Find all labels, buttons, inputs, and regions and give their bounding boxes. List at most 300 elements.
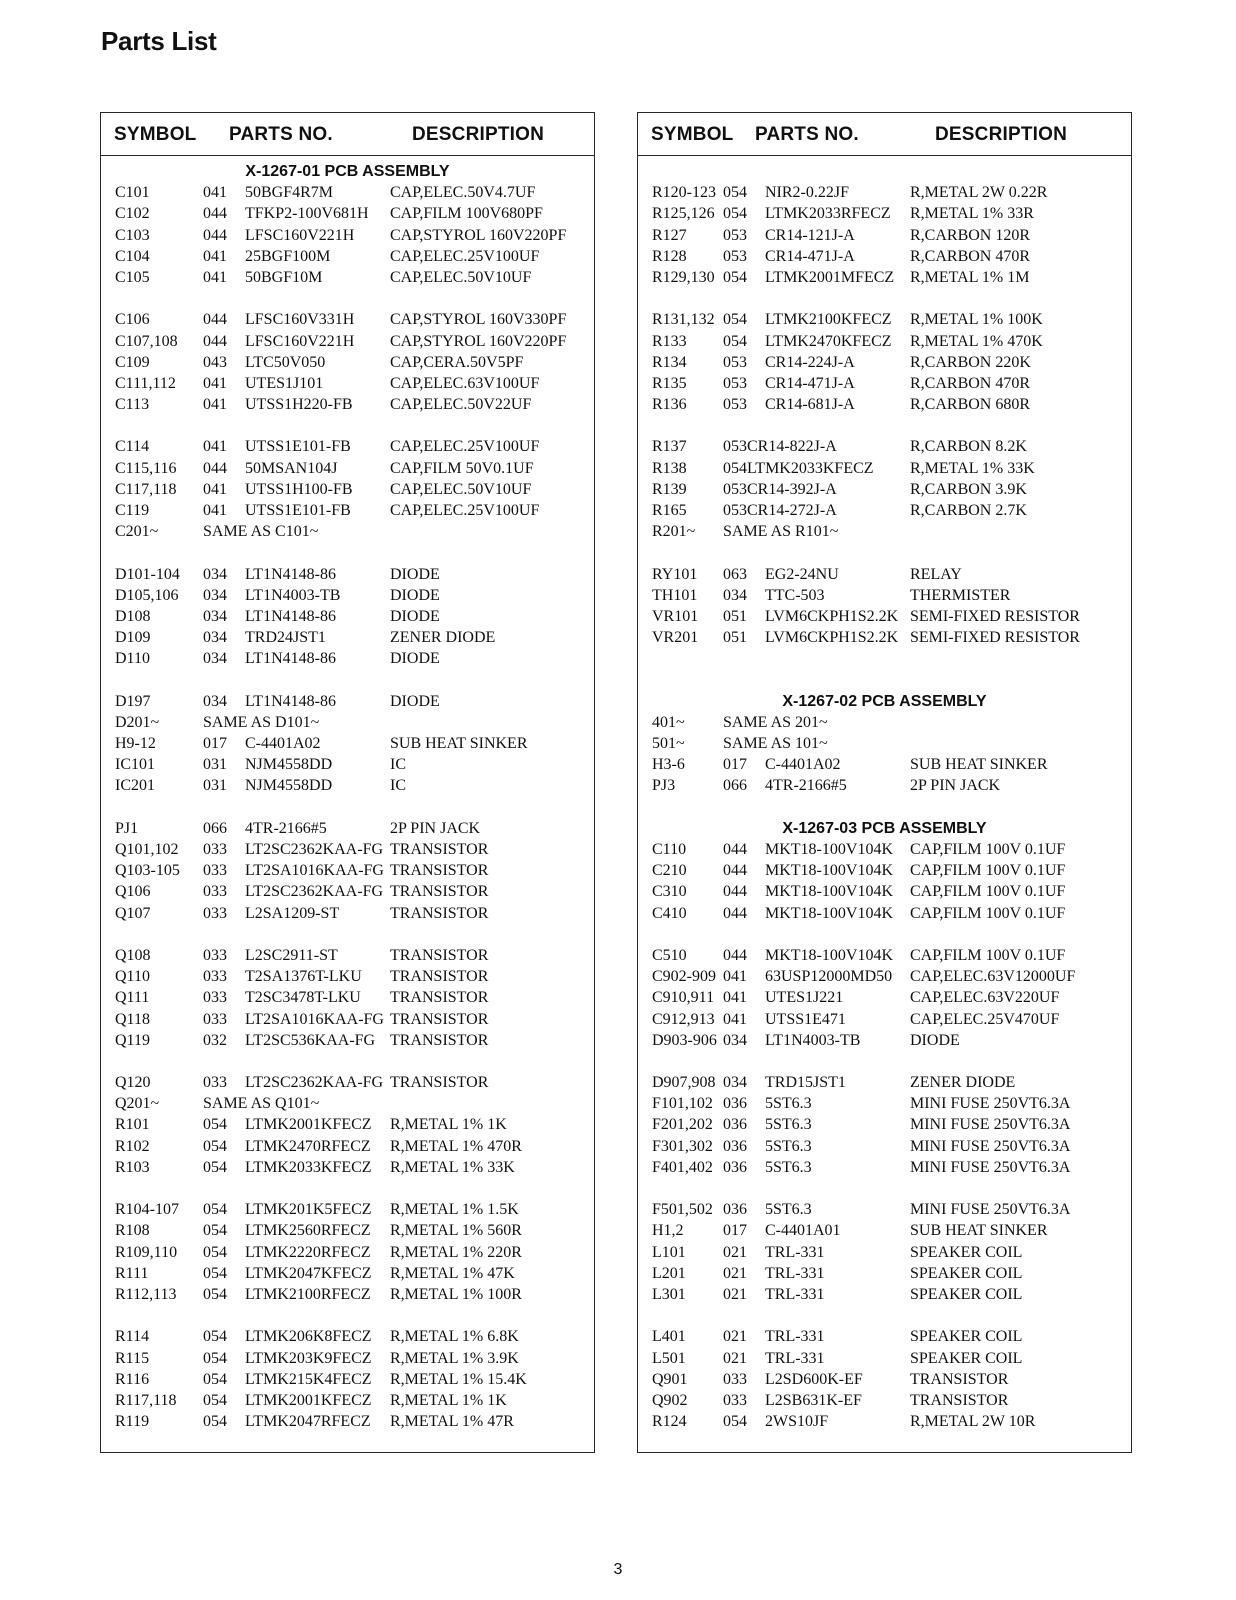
code-cell: 034 xyxy=(203,607,227,625)
table-row xyxy=(638,1369,1131,1390)
code-cell: 053 xyxy=(723,247,747,265)
parts-no-cell: L2SB631K-EF xyxy=(765,1391,862,1409)
table-row xyxy=(638,458,1131,479)
symbol-cell: R133 xyxy=(652,332,687,350)
symbol-cell: C106 xyxy=(115,311,150,329)
symbol-cell: C310 xyxy=(652,883,687,901)
description-cell: SUB HEAT SINKER xyxy=(910,1222,1048,1240)
table-row xyxy=(101,966,594,987)
parts-no-cell: 5ST6.3 xyxy=(765,1095,812,1113)
symbol-cell: Q901 xyxy=(652,1370,688,1388)
parts-no-cell: CR14-121J-A xyxy=(765,226,855,244)
code-cell: 041 xyxy=(203,247,227,265)
row-spacer xyxy=(638,415,1131,436)
parts-no-cell: UTSS1E101-FB xyxy=(245,502,351,519)
table-row xyxy=(101,1326,594,1347)
parts-rows-left xyxy=(101,156,594,1432)
symbol-cell: R124 xyxy=(652,1413,687,1431)
description-cell: THERMISTER xyxy=(910,586,1011,604)
table-row xyxy=(101,267,594,288)
parts-no-cell: SAME AS 101~ xyxy=(723,735,828,753)
table-row xyxy=(101,1136,594,1157)
symbol-cell: C410 xyxy=(652,904,687,922)
symbol-cell: 401~ xyxy=(652,713,685,731)
code-cell: 041 xyxy=(203,396,227,414)
code-cell: 054 xyxy=(203,1349,227,1367)
symbol-cell: C104 xyxy=(115,247,150,265)
description-cell: IC xyxy=(390,756,406,774)
parts-no-cell: CR14-471J-A xyxy=(765,247,855,265)
description-cell: CAP,ELEC.63V100UF xyxy=(390,374,540,392)
parts-no-cell: NIR2-0.22JF xyxy=(765,184,850,202)
parts-no-cell: 50BGF10M xyxy=(245,268,323,286)
parts-no-cell: LT1N4003-TB xyxy=(765,1031,861,1049)
description-cell: CAP,FILM 100V 0.1UF xyxy=(910,904,1066,922)
parts-no-cell: LTMK2001KFECZ xyxy=(245,1116,372,1134)
description-cell: RELAY xyxy=(910,565,962,583)
parts-no-cell: UTES1J221 xyxy=(765,989,844,1007)
symbol-cell: R102 xyxy=(115,1137,150,1155)
row-spacer xyxy=(638,648,1131,669)
description-cell: TRANSISTOR xyxy=(390,1010,489,1028)
code-cell: 044 xyxy=(723,883,747,901)
table-row xyxy=(638,1030,1131,1051)
description-cell: TRANSISTOR xyxy=(390,904,489,922)
parts-no-cell: LFSC160V331H xyxy=(245,311,355,329)
parts-no-cell: MKT18-100V104K xyxy=(765,883,893,901)
table-row xyxy=(638,267,1131,288)
description-cell: R,CARBON 120R xyxy=(910,226,1031,244)
row-spacer xyxy=(638,288,1131,309)
table-row xyxy=(101,1220,594,1241)
code-cell: 034 xyxy=(203,629,227,647)
symbol-cell: C201~ xyxy=(115,523,159,541)
description-cell: SUB HEAT SINKER xyxy=(910,756,1048,774)
code-cell: 054 xyxy=(723,184,747,202)
symbol-cell: C119 xyxy=(115,502,150,519)
code-cell: 044 xyxy=(723,904,747,922)
description-cell: R,METAL 2W 10R xyxy=(910,1413,1036,1431)
code-cell: 054 xyxy=(203,1370,227,1388)
symbol-cell: R108 xyxy=(115,1222,150,1240)
code-cell: 021 xyxy=(723,1349,747,1367)
symbol-cell: C101 xyxy=(115,184,150,202)
symbol-cell: PJ1 xyxy=(115,819,139,837)
table-row xyxy=(101,1093,594,1114)
description-cell: DIODE xyxy=(390,692,440,710)
table-row xyxy=(638,1072,1131,1093)
table-row xyxy=(638,500,1131,521)
code-cell: 044 xyxy=(203,205,227,223)
table-row xyxy=(638,1390,1131,1411)
description-cell: CAP,STYROL 160V220PF xyxy=(390,332,567,350)
parts-no-cell: MKT18-100V104K xyxy=(765,841,893,858)
code-cell: 041 xyxy=(203,268,227,286)
symbol-cell: R128 xyxy=(652,247,687,265)
section-title: X-1267-03 PCB ASSEMBLY xyxy=(782,819,987,837)
table-row xyxy=(638,1093,1131,1114)
symbol-cell: R165 xyxy=(652,502,687,519)
symbol-cell: RY101 xyxy=(652,565,698,583)
code-cell: 033 xyxy=(203,883,227,901)
parts-no-cell: LFSC160V221H xyxy=(245,226,355,244)
symbol-cell: R109,110 xyxy=(115,1243,178,1261)
description-cell: ZENER DIODE xyxy=(910,1074,1016,1092)
column-header-symbol: SYMBOL xyxy=(651,124,734,145)
code-cell: 051 xyxy=(723,629,747,647)
symbol-cell: L501 xyxy=(652,1349,686,1367)
description-cell: CAP,ELEC.50V22UF xyxy=(390,396,532,414)
table-row xyxy=(638,733,1131,754)
table-row xyxy=(101,1348,594,1369)
symbol-cell: F501,502 xyxy=(652,1201,713,1219)
parts-no-cell: LT2SC2362KAA-FG xyxy=(245,883,384,901)
description-cell: CAP,ELEC.25V100UF xyxy=(390,438,540,456)
column-header-description: DESCRIPTION xyxy=(412,124,545,145)
code-cell: 033 xyxy=(203,1010,227,1028)
code-cell: 034 xyxy=(203,586,227,604)
table-row xyxy=(101,987,594,1008)
symbol-cell: Q103-105 xyxy=(115,862,180,880)
parts-no-cell: TFKP2-100V681H xyxy=(245,205,369,223)
row-spacer xyxy=(638,1051,1131,1072)
description-cell: R,CARBON 220K xyxy=(910,353,1031,371)
table-row xyxy=(638,1348,1131,1369)
parts-no-cell: LT2SC536KAA-FG xyxy=(245,1031,376,1049)
row-spacer xyxy=(638,1178,1131,1199)
description-cell: R,METAL 1% 100K xyxy=(910,311,1043,329)
symbol-cell: D108 xyxy=(115,607,151,625)
symbol-cell: R138 xyxy=(652,459,687,477)
code-cell: 033 xyxy=(203,862,227,880)
description-cell: R,METAL 1% 100R xyxy=(390,1285,522,1303)
description-cell: R,METAL 1% 1.5K xyxy=(390,1201,519,1219)
parts-no-cell: SAME AS 201~ xyxy=(723,713,828,731)
description-cell: ZENER DIODE xyxy=(390,629,496,647)
code-cell: 053 xyxy=(723,396,747,414)
symbol-cell: F101,102 xyxy=(652,1095,713,1113)
code-cell: 054 xyxy=(723,1413,747,1431)
symbol-cell: Q119 xyxy=(115,1031,150,1049)
symbol-cell: R125,126 xyxy=(652,205,715,223)
code-cell: 063 xyxy=(723,565,747,583)
description-cell: MINI FUSE 250VT6.3A xyxy=(910,1158,1071,1176)
symbol-cell: D907,908 xyxy=(652,1074,716,1092)
description-cell: CAP,ELEC.63V220UF xyxy=(910,989,1060,1007)
description-cell: CAP,STYROL 160V220PF xyxy=(390,226,567,244)
code-cell: 033 xyxy=(723,1391,747,1409)
symbol-cell: R112,113 xyxy=(115,1285,177,1303)
code-cell: 032 xyxy=(203,1031,227,1049)
description-cell: R,METAL 1% 6.8K xyxy=(390,1328,519,1346)
parts-no-cell: EG2-24NU xyxy=(765,565,839,583)
parts-no-cell: UTSS1E471 xyxy=(765,1010,846,1028)
code-cell: 054 xyxy=(723,332,747,350)
description-cell: TRANSISTOR xyxy=(390,1031,489,1049)
code-cell: 021 xyxy=(723,1243,747,1261)
description-cell: DIODE xyxy=(910,1031,960,1049)
symbol-cell: R111 xyxy=(115,1264,149,1282)
parts-no-cell: LT2SC2362KAA-FG xyxy=(245,1074,384,1092)
symbol-cell: VR201 xyxy=(652,629,699,647)
description-cell: 2P PIN JACK xyxy=(910,777,1001,795)
description-cell: CAP,FILM 100V680PF xyxy=(390,205,543,223)
description-cell: SPEAKER COIL xyxy=(910,1264,1023,1282)
code-cell: 033 xyxy=(203,968,227,986)
table-row xyxy=(638,352,1131,373)
description-cell: R,CARBON 8.2K xyxy=(910,438,1027,456)
table-row xyxy=(101,500,594,521)
code-cell: 041 xyxy=(723,968,747,986)
row-spacer xyxy=(101,1051,594,1072)
parts-no-cell: T2SC3478T-LKU xyxy=(245,989,361,1007)
description-cell: CAP,FILM 50V0.1UF xyxy=(390,459,534,477)
code-cell: 044 xyxy=(203,459,227,477)
description-cell: R,METAL 1% 1K xyxy=(390,1116,507,1134)
parts-no-cell: LTMK2033RFECZ xyxy=(765,205,891,223)
symbol-cell: C510 xyxy=(652,946,687,964)
parts-no-cell: 054LTMK2033KFECZ xyxy=(723,459,874,477)
table-row xyxy=(638,627,1131,648)
code-cell: 041 xyxy=(203,480,227,498)
symbol-cell: R129,130 xyxy=(652,268,715,286)
code-cell: 041 xyxy=(203,502,227,519)
table-row xyxy=(638,246,1131,267)
row-spacer xyxy=(101,924,594,945)
description-cell: TRANSISTOR xyxy=(390,883,489,901)
description-cell: TRANSISTOR xyxy=(390,841,489,858)
description-cell: SPEAKER COIL xyxy=(910,1328,1023,1346)
section-heading xyxy=(638,818,1131,839)
page-number: 3 xyxy=(613,1561,623,1578)
table-row xyxy=(638,712,1131,733)
parts-no-cell: TRD15JST1 xyxy=(765,1074,846,1092)
description-cell: SEMI-FIXED RESISTOR xyxy=(910,607,1080,625)
table-row xyxy=(638,860,1131,881)
symbol-cell: C115,116 xyxy=(115,459,177,477)
description-cell: CAP,ELEC.25V100UF xyxy=(390,502,540,519)
table-row xyxy=(638,1411,1131,1432)
table-row xyxy=(101,331,594,352)
symbol-cell: C210 xyxy=(652,862,687,880)
parts-no-cell: LTMK2470RFECZ xyxy=(245,1137,371,1155)
table-row xyxy=(101,1263,594,1284)
parts-no-cell: SAME AS R101~ xyxy=(723,523,839,541)
symbol-cell: C912,913 xyxy=(652,1010,715,1028)
code-cell: 034 xyxy=(203,565,227,583)
symbol-cell: D105,106 xyxy=(115,586,179,604)
table-row xyxy=(638,1157,1131,1178)
parts-no-cell: LT1N4148-86 xyxy=(245,565,336,583)
code-cell: 033 xyxy=(203,946,227,964)
parts-no-cell: UTES1J101 xyxy=(245,374,324,392)
symbol-cell: Q106 xyxy=(115,883,151,901)
description-cell: R,METAL 1% 33K xyxy=(390,1158,515,1176)
description-cell: R,CARBON 680R xyxy=(910,396,1031,414)
description-cell: R,CARBON 2.7K xyxy=(910,502,1027,519)
description-cell: CAP,CERA.50V5PF xyxy=(390,353,524,371)
table-row xyxy=(101,1390,594,1411)
parts-no-cell: TRL-331 xyxy=(765,1328,825,1346)
code-cell: 034 xyxy=(203,692,227,710)
parts-no-cell: LTMK2470KFECZ xyxy=(765,332,892,350)
parts-no-cell: CR14-224J-A xyxy=(765,353,855,371)
parts-no-cell: TRL-331 xyxy=(765,1243,825,1261)
column-header-symbol: SYMBOL xyxy=(114,124,197,145)
description-cell: CAP,FILM 100V 0.1UF xyxy=(910,841,1066,858)
parts-no-cell: TRL-331 xyxy=(765,1285,825,1303)
code-cell: 044 xyxy=(203,332,227,350)
code-cell: 041 xyxy=(203,438,227,456)
parts-no-cell: 25BGF100M xyxy=(245,247,331,265)
symbol-cell: F301,302 xyxy=(652,1137,713,1155)
code-cell: 036 xyxy=(723,1158,747,1176)
column-header-description: DESCRIPTION xyxy=(935,124,1068,145)
symbol-cell: R117,118 xyxy=(115,1391,177,1409)
parts-no-cell: C-4401A02 xyxy=(765,756,841,774)
symbol-cell: L401 xyxy=(652,1328,686,1346)
parts-no-cell: C-4401A02 xyxy=(245,735,321,753)
row-spacer xyxy=(101,1305,594,1326)
table-row xyxy=(101,860,594,881)
table-row xyxy=(101,1411,594,1432)
parts-table-right xyxy=(637,112,1132,1453)
table-row xyxy=(638,1199,1131,1220)
symbol-cell: R116 xyxy=(115,1370,150,1388)
code-cell: 054 xyxy=(203,1285,227,1303)
description-cell: R,METAL 1% 47R xyxy=(390,1413,514,1431)
symbol-cell: D903-906 xyxy=(652,1031,717,1049)
table-row xyxy=(101,839,594,860)
parts-no-cell: UTSS1H220-FB xyxy=(245,396,353,414)
row-spacer xyxy=(101,1178,594,1199)
parts-no-cell: LT1N4148-86 xyxy=(245,650,336,668)
description-cell: R,CARBON 3.9K xyxy=(910,480,1027,498)
parts-no-cell: SAME AS Q101~ xyxy=(203,1095,320,1113)
row-spacer xyxy=(101,670,594,691)
table-row xyxy=(638,903,1131,924)
code-cell: 054 xyxy=(723,268,747,286)
row-spacer xyxy=(638,1305,1131,1326)
symbol-cell: C110 xyxy=(652,841,687,858)
parts-no-cell: T2SA1376T-LKU xyxy=(245,968,362,986)
description-cell: CAP,FILM 100V 0.1UF xyxy=(910,862,1066,880)
parts-no-cell: TRL-331 xyxy=(765,1349,825,1367)
symbol-cell: IC201 xyxy=(115,777,155,795)
parts-no-cell: LT1N4148-86 xyxy=(245,607,336,625)
symbol-cell: R115 xyxy=(115,1349,150,1367)
code-cell: 054 xyxy=(203,1158,227,1176)
table-row xyxy=(101,246,594,267)
symbol-cell: C105 xyxy=(115,268,150,286)
table-row xyxy=(638,373,1131,394)
code-cell: 031 xyxy=(203,777,227,795)
code-cell: 066 xyxy=(203,819,227,837)
parts-no-cell: TTC-503 xyxy=(765,586,825,604)
description-cell: TRANSISTOR xyxy=(390,862,489,880)
description-cell: MINI FUSE 250VT6.3A xyxy=(910,1116,1071,1134)
table-row xyxy=(638,1242,1131,1263)
code-cell: 053 xyxy=(723,353,747,371)
description-cell: TRANSISTOR xyxy=(390,1074,489,1092)
description-cell: R,METAL 1% 1K xyxy=(390,1391,507,1409)
code-cell: 054 xyxy=(203,1264,227,1282)
code-cell: 044 xyxy=(203,311,227,329)
parts-no-cell: 2WS10JF xyxy=(765,1413,829,1431)
description-cell: R,METAL 1% 33R xyxy=(910,205,1034,223)
symbol-cell: D101-104 xyxy=(115,565,180,583)
symbol-cell: L201 xyxy=(652,1264,686,1282)
description-cell: R,METAL 1% 3.9K xyxy=(390,1349,519,1367)
table-row xyxy=(101,1072,594,1093)
table-row xyxy=(101,818,594,839)
parts-no-cell: 50BGF4R7M xyxy=(245,184,334,202)
symbol-cell: C117,118 xyxy=(115,480,177,498)
table-row xyxy=(101,352,594,373)
symbol-cell: C114 xyxy=(115,438,150,456)
parts-no-cell: LTMK2100RFECZ xyxy=(245,1285,371,1303)
parts-no-cell: LTMK2560RFECZ xyxy=(245,1222,371,1240)
parts-no-cell: SAME AS D101~ xyxy=(203,713,320,731)
table-row xyxy=(638,881,1131,902)
code-cell: 041 xyxy=(723,1010,747,1028)
symbol-cell: C902-909 xyxy=(652,968,716,986)
description-cell: 2P PIN JACK xyxy=(390,819,481,837)
table-row xyxy=(638,331,1131,352)
parts-no-cell: 053CR14-272J-A xyxy=(723,502,837,519)
parts-no-cell: 5ST6.3 xyxy=(765,1158,812,1176)
symbol-cell: R103 xyxy=(115,1158,150,1176)
code-cell: 054 xyxy=(203,1116,227,1134)
parts-no-cell: LTMK2033KFECZ xyxy=(245,1158,372,1176)
table-row xyxy=(101,458,594,479)
symbol-cell: F201,202 xyxy=(652,1116,713,1134)
table-row xyxy=(101,903,594,924)
symbol-cell: C910,911 xyxy=(652,989,715,1007)
row-spacer xyxy=(638,161,1131,182)
symbol-cell: R137 xyxy=(652,438,687,456)
table-row xyxy=(638,1220,1131,1241)
parts-no-cell: C-4401A01 xyxy=(765,1222,841,1240)
table-row xyxy=(638,1326,1131,1347)
description-cell: TRANSISTOR xyxy=(910,1391,1009,1409)
description-cell: SPEAKER COIL xyxy=(910,1243,1023,1261)
parts-no-cell: LTMK203K9FECZ xyxy=(245,1349,372,1367)
table-row xyxy=(101,775,594,796)
code-cell: 054 xyxy=(203,1328,227,1346)
symbol-cell: R127 xyxy=(652,226,687,244)
symbol-cell: R134 xyxy=(652,353,687,371)
description-cell: R,METAL 1% 470K xyxy=(910,332,1043,350)
code-cell: 044 xyxy=(723,841,747,858)
code-cell: 034 xyxy=(203,650,227,668)
code-cell: 033 xyxy=(203,841,227,858)
symbol-cell: R135 xyxy=(652,374,687,392)
table-row xyxy=(638,203,1131,224)
table-row xyxy=(101,585,594,606)
description-cell: SPEAKER COIL xyxy=(910,1285,1023,1303)
parts-no-cell: LT2SC2362KAA-FG xyxy=(245,841,384,858)
table-row xyxy=(638,585,1131,606)
parts-no-cell: TRL-331 xyxy=(765,1264,825,1282)
description-cell: MINI FUSE 250VT6.3A xyxy=(910,1137,1071,1155)
section-title: X-1267-01 PCB ASSEMBLY xyxy=(245,163,450,180)
code-cell: 031 xyxy=(203,756,227,774)
code-cell: 036 xyxy=(723,1137,747,1155)
section-title: X-1267-02 PCB ASSEMBLY xyxy=(782,692,987,710)
page-title: Parts List xyxy=(101,26,217,56)
table-row xyxy=(638,225,1131,246)
